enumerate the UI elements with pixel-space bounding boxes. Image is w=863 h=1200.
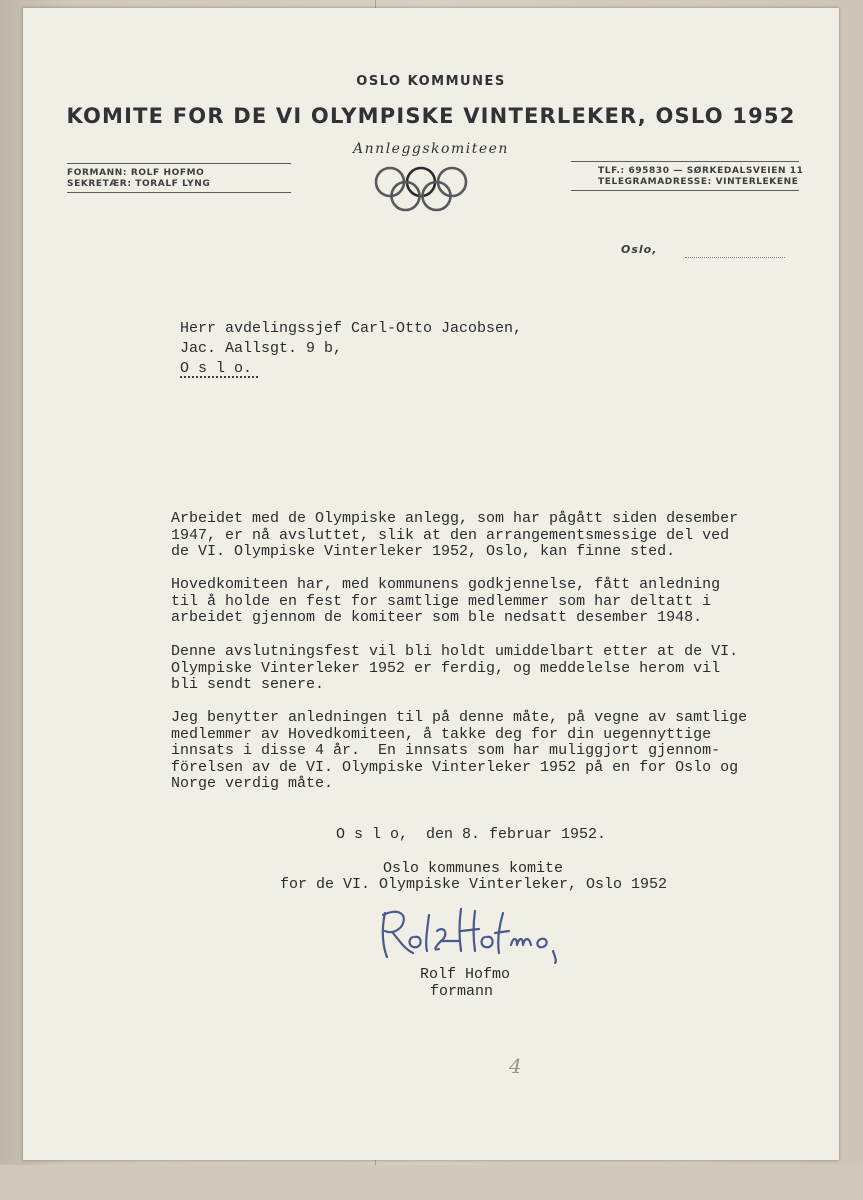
- paragraph-line: Hovedkomiteen har, med kommunens godkjennelse, fått anledning: [171, 576, 721, 593]
- paragraph-line: de VI. Olympiske Vinterleker 1952, Oslo, kan finne sted.: [171, 543, 676, 561]
- header-rule-left-bottom: [67, 192, 291, 193]
- letterhead-komite: KOMITE FOR DE VI OLYMPISKE VINTERLEKER, OSLO 1952: [66, 104, 796, 128]
- header-rule-right-top: [571, 161, 799, 162]
- paragraph-line: 1947, er nå avsluttet, slik at den arrangementsmessige del ved: [171, 526, 730, 544]
- olympic-rings-logo: [371, 166, 491, 216]
- signer-name: Rolf Hofmo: [420, 966, 511, 983]
- paragraph-line: Denne avslutningsfest vil bli holdt umiddelbart etter at de VI.: [171, 643, 739, 660]
- pencil-mark: 4: [509, 1054, 522, 1078]
- formann-line: FORMANN: ROLF HOFMO: [67, 168, 205, 178]
- recipient-city: O s l o.: [180, 360, 253, 377]
- paragraph-3: [171, 644, 738, 694]
- place-date-label: Oslo,: [621, 243, 658, 256]
- letter-sheet: [23, 8, 839, 1160]
- handwritten-signature: [375, 901, 575, 965]
- sekretaer-line: SEKRETÆR: TORALF LYNG: [67, 179, 211, 189]
- closing-date: O s l o, den 8. februar 1952.: [336, 826, 607, 843]
- recipient-name: Herr avdelingssjef Carl-Otto Jacobsen,: [180, 320, 523, 337]
- header-rule-right-bottom: [571, 190, 799, 191]
- paragraph-line: bli sendt senere.: [171, 676, 325, 694]
- paragraph-line: innsats i disse 4 år. En innsats som har muliggjort gjennom-: [171, 742, 721, 760]
- paragraph-line: Arbeidet med de Olympiske anlegg, som har pågått siden desember: [171, 510, 739, 527]
- paragraph-line: Norge verdig måte.: [171, 775, 334, 793]
- telefon-line: TLF.: 695830 — SØRKEDALSVEIEN 11: [598, 166, 804, 176]
- paragraph-2: [171, 577, 720, 627]
- board-bottom-strip: [0, 1165, 863, 1200]
- letterhead-kommune: OSLO KOMMUNES: [356, 74, 506, 89]
- letterhead-subcommittee: Annleggskomiteen: [353, 141, 509, 157]
- paragraph-4: [171, 710, 747, 793]
- committee-line-1: Oslo kommunes komite: [383, 860, 564, 877]
- paragraph-line: arbeidet gjennom de komiteer som ble nedsatt desember 1948.: [171, 609, 703, 627]
- signer-title: formann: [430, 983, 494, 1000]
- paragraph-line: förelsen av de VI. Olympiske Vinterleker 1952 på en for Oslo og: [171, 758, 739, 776]
- committee-line-2: for de VI. Olympiske Vinterleker, Oslo 1952: [280, 876, 668, 893]
- header-rule-left-top: [67, 163, 291, 164]
- paragraph-1: [171, 511, 738, 561]
- recipient-street: Jac. Aallsgt. 9 b,: [180, 340, 343, 357]
- date-blank-line: [685, 257, 785, 258]
- paragraph-line: Jeg benytter anledningen til på denne måte, på vegne av samtlige: [171, 709, 748, 726]
- city-underline: [180, 376, 258, 378]
- telegram-line: TELEGRAMADRESSE: VINTERLEKENE: [598, 177, 799, 187]
- paragraph-line: medlemmer av Hovedkomiteen, å takke deg for din uegennyttige: [171, 725, 712, 743]
- paragraph-line: til å holde en fest for samtlige medlemmer som har deltatt i: [171, 592, 712, 610]
- paragraph-line: Olympiske Vinterleker 1952 er ferdig, og meddelelse herom vil: [171, 659, 721, 677]
